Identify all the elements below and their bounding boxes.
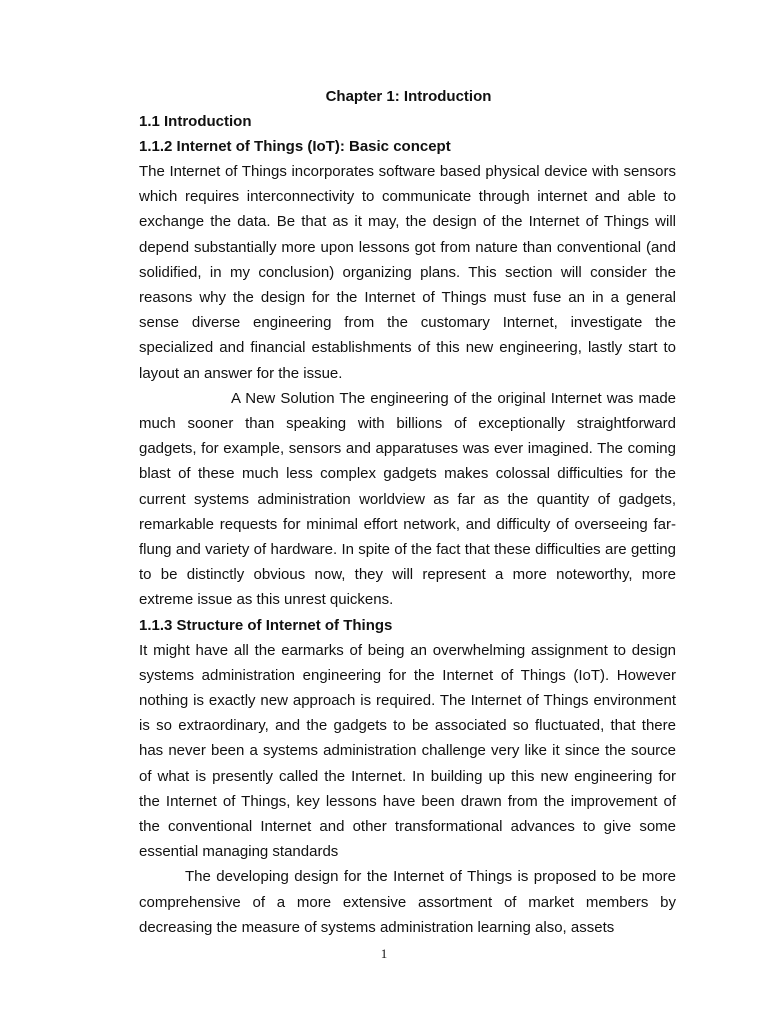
section-heading-1-1-2: 1.1.2 Internet of Things (IoT): Basic concept [139, 138, 451, 155]
chapter-title: Chapter 1: Introduction [325, 88, 492, 105]
paragraph-developing-design: The developing design for the Internet of Things is proposed to be more comprehensive of a more extensive assortment of market members by decreasing the measure of systems administration learning also, assets [139, 868, 676, 936]
paragraph-structure: It might have all the earmarks of being an overwhelming assignment to design systems administration engineering for the Internet of Things (IoT). However nothing is exactly new approach is required. The Internet of Things environment is so extraordinary, and the gadgets to be associated so fluctuated, that there has never been a systems administration challenge very like it since the source of what is presently called the Internet. In building up this new engineering for the Internet of Things, key lessons have been drawn from the improvement of the conventional Internet and other transformational advances to give some essential managing standards [139, 641, 676, 861]
paragraph-basic-concept: The Internet of Things incorporates software based physical device with sensors which requires interconnectivity to communicate through internet and able to exchange the data. Be that as it may, the design of the Internet of Things will depend substantially more upon lessons got from nature than conventional (and solidified, in my conclusion) organizing plans. This section will consider the reasons why the design for the Internet of Things must fuse an in a general sense diverse engineering from the customary Internet, investigate the specialized and financial establishments of this new engineering, lastly start to layout an answer for the issue. [139, 163, 676, 382]
paragraph-new-solution: A New Solution The engineering of the original Internet was made much sooner than speaking with billions of exceptionally straightforward gadgets, for example, sensors and apparatuses was ever imagined. The coming blast of these much less complex gadgets makes colossal difficulties for the current systems administration worldview as far as the quantity of gadgets, remarkable requests for minimal effort network, and difficulty of overseeing far-flung and variety of hardware. In spite of the fact that these difficulties are getting to be distinctly obvious now, they will represent a more noteworthy, more extreme issue as this unrest quickens. [139, 389, 676, 609]
section-heading-1-1-3: 1.1.3 Structure of Internet of Things [139, 616, 393, 634]
section-heading-1-1: 1.1 Introduction [139, 113, 252, 130]
page-number: 1 [380, 946, 388, 961]
document-page [139, 84, 676, 940]
